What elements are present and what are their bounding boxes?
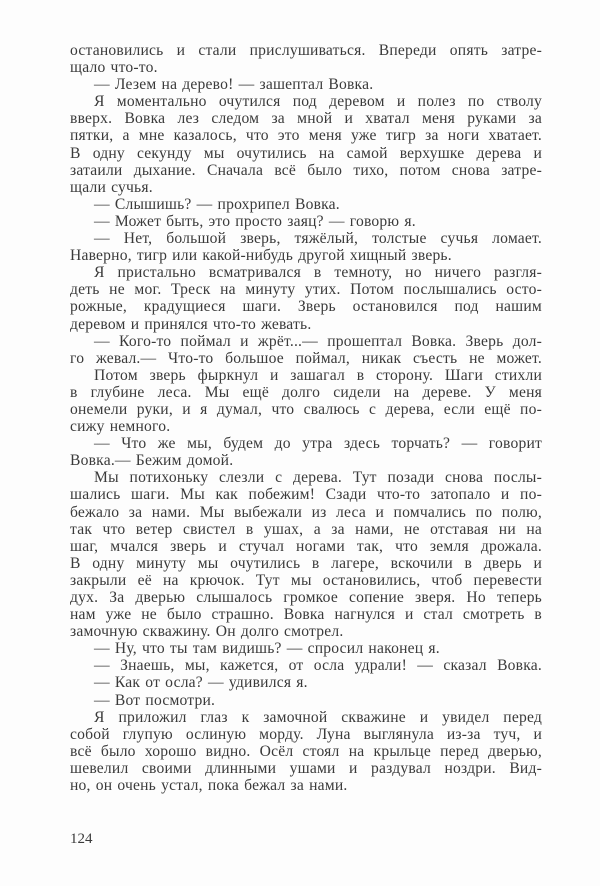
text-line: Наверно, тигр или какой-нибудь другой хищный зверь. (70, 247, 452, 265)
text-line: бежало за нами. Мы выбежали из леса и помчались по полю, (70, 503, 542, 521)
text-line: дух. За дверью слышалось громкое сопение зверя. Но теперь (70, 589, 542, 606)
text-line: деревом и принялся что-то жевать. (70, 315, 312, 333)
page-number: 124 (70, 831, 93, 847)
text-line: всё было хорошо видно. Осёл стоял на крыльце перед дверью, (70, 742, 542, 760)
text-line: — Вот посмотри. (94, 691, 216, 709)
text-line: — Нет, большой зверь, тяжёлый, толстые сучья ломает. (94, 230, 542, 248)
text-line: — Слышишь? — прохрипел Вовка. (94, 195, 340, 213)
text-line: онемели руки, и я думал, что свалюсь с дерева, если ещё по- (70, 400, 542, 418)
text-line: так что ветер свистел в ушах, а за нами, не отставая ни на (70, 520, 542, 538)
text-line: в глубине леса. Мы ещё долго сидели на дереве. У меня (70, 383, 542, 401)
text-line: Я приложил глаз к замочной скважине и увидел перед (94, 708, 542, 726)
text-line: Потом зверь фыркнул и зашагал в сторону. Шаги стихли (94, 366, 542, 384)
text-line: остановились и стали прислушиваться. Впереди опять затре- (70, 42, 542, 59)
text-line: шаг, мчался зверь и стучал ногами так, что земля дрожала. (70, 537, 542, 555)
text-line: Мы потихоньку слезли с дерева. Тут позади снова послы- (94, 469, 542, 487)
text-line: — Ну, что ты там видишь? — спросил наконец я. (94, 640, 440, 658)
text-line: рожные, крадущиеся шаги. Зверь остановился под нашим (70, 298, 542, 316)
text-line: сижу немного. (70, 418, 171, 436)
text-line: Я моментально очутился под деревом и полез по стволу (94, 93, 542, 111)
text-line: пятки, а мне казалось, что это меня уже тигр за ноги хватает. (70, 127, 542, 145)
book-page-text (70, 42, 542, 794)
text-line: щали сучья. (70, 178, 153, 196)
text-line: шались шаги. Мы как побежим! Сзади что-то затопало и по- (70, 486, 542, 504)
text-line: собой глупую ослиную морду. Луна выглянула из-за туч, и (70, 725, 542, 743)
text-line: но, он очень устал, пока бежал за нами. (70, 777, 348, 795)
text-line: — Может быть, это просто заяц? — говорю я. (94, 212, 416, 230)
text-line: замочную скважину. Он долго смотрел. (70, 623, 344, 641)
text-line: — Что же мы, будем до утра здесь торчать? — говорит (94, 435, 542, 453)
text-line: — Как от осла? — удивился я. (94, 674, 308, 692)
text-line: — Кого-то поймал и жрёт...— прошептал Вовка. Зверь дол- (94, 332, 542, 350)
text-line: нам уже не было страшно. Вовка нагнулся и стал смотреть в (70, 606, 542, 624)
text-line: го жевал.— Что-то большое поймал, никак съесть не может. (70, 349, 542, 367)
text-line: закрыли её на крючок. Тут мы остановились, чтоб перевести (70, 571, 542, 589)
text-line: затаили дыхание. Сначала всё было тихо, потом снова затре- (70, 161, 542, 179)
text-line: В одну секунду мы очутились на самой верхушке дерева и (70, 144, 542, 162)
text-line: Вовка.— Бежим домой. (70, 452, 234, 470)
text-line: вверх. Вовка лез следом за мной и хватал меня руками за (70, 110, 542, 128)
text-line: — Лезем на дерево! — зашептал Вовка. (94, 76, 374, 94)
text-line: — Знаешь, мы, кажется, от осла удрали! — сказал Вовка. (94, 657, 542, 675)
text-line: шевелил своими длинными ушами и раздувал ноздри. Вид- (70, 759, 542, 777)
text-line: щало что-то. (70, 59, 158, 77)
text-line: В одну минуту мы очутились в лагере, вскочили в дверь и (70, 554, 542, 572)
text-line: Я пристально всматривался в темноту, но ничего разгля- (94, 264, 542, 282)
text-line: деть не мог. Треск на минуту утих. Потом послышались осто- (70, 281, 542, 299)
